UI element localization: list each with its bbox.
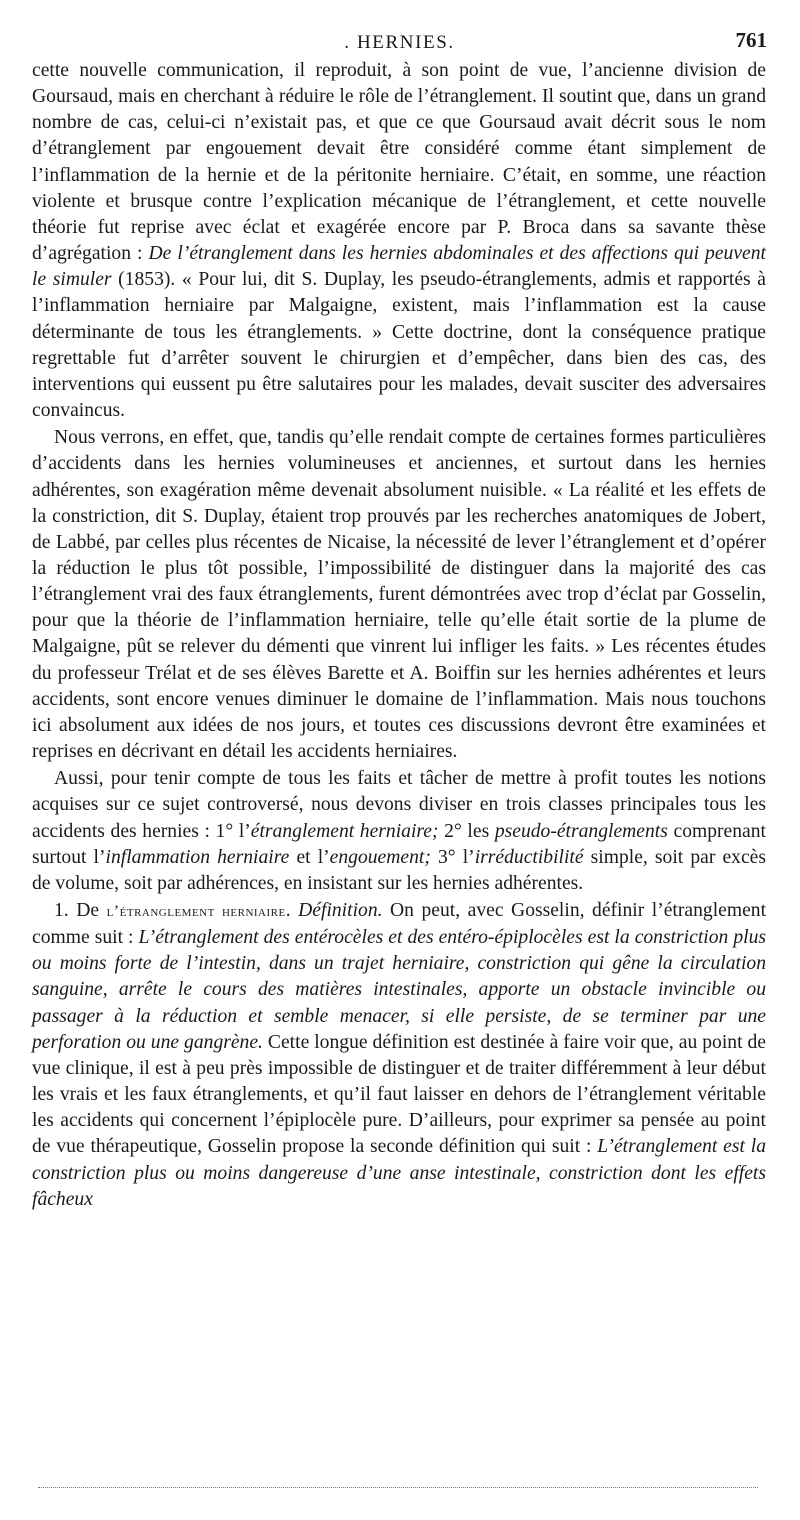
text-run: cette nouvelle communication, il reproduit, à son point de vue, l’ancienne division de Goursaud, mais en cherchant à réduire le rôle de l’étranglement. Il soutint que, dans un grand nombre de cas, celui-ci n’existait pas, et que ce que Goursaud avait décrit sous le nom d’étranglement par engouement devait être considéré comme étant simplement de l’inflammation de la hernie et de la péritonite herniaire. C’était, en somme, une réaction violente et brusque contre l’explication mécanique de l’étranglement, et cette nouvelle théorie fut reprise avec éclat et exagérée encore par P. Broca dans sa savante thèse d’agrégation : [32, 60, 766, 265]
paragraph [32, 58, 766, 424]
text-run: Aussi, pour tenir compte de tous les faits et tâcher de mettre à profit toutes les notions acquises sur ce sujet controversé, nous devons diviser en trois classes principales tous les accidents des hernies : 1° l’ [32, 768, 766, 842]
text-run: 1. De [54, 900, 107, 921]
italic-text-run: Définition. [298, 900, 383, 921]
text-run: simple, soit par excès de volume, soit par adhérences, en insistant sur les hernies adhérentes. [32, 846, 766, 894]
text-run: On peut, avec Gosselin, définir l’étranglement comme suit : [32, 900, 767, 949]
text-run: comprenant surtout l’ [32, 820, 766, 868]
paragraph [32, 425, 766, 765]
paragraph [32, 898, 766, 1213]
italic-text-run: engouement; [329, 846, 431, 868]
text-run: 3° l’ [430, 846, 475, 868]
page-header [32, 28, 767, 60]
italic-text-run: L’étranglement des entérocèles et des entéro-épiplocèles est la constriction plus ou moins forte de l’intestin, dans un trajet herniaire, constriction qui gêne la circulation sanguine, arrête le cours des matières intestinales, apporte un obstacle invincible ou passager à la réduction et semble menacer, si elle persiste, de se terminer par une perforation ou une gangrène. [32, 927, 766, 1053]
page-number: 761 [735, 28, 767, 52]
italic-text-run: L’étranglement est la constriction plus ou moins dangereuse d’une anse intestinale, constriction dont les effets fâcheux [32, 1136, 766, 1210]
text-run: . [285, 900, 299, 921]
body-text [32, 58, 766, 1213]
text-run: Cette longue définition est destinée à faire voir que, au point de vue clinique, il est à peu près impossible de distinguer et de traiter différemment à leur début les vrais et les faux étranglements, et qu’il faut laisser en dehors de l’étranglement véritable les accidents qui concernent l’épiplocèle pure. D’ailleurs, pour exprimer sa pensée au point de vue thérapeutique, Gosselin propose la seconde définition qui suit : [32, 1031, 766, 1158]
running-title: . HERNIES. [344, 32, 455, 53]
italic-text-run: étranglement herniaire; [250, 820, 439, 842]
text-run: Nous verrons, en effet, que, tandis qu’elle rendait compte de certaines formes particulières d’accidents dans les hernies volumineuses et anciennes, et surtout dans les hernies adhérentes, son exagération même devenait absolument nuisible. « La réalité et les effets de la constriction, dit S. Duplay, étaient trop prouvés par les recherches anatomiques de Jobert, de Labbé, par celles plus récentes de Nicaise, la nécessité de lever l’étranglement et d’opérer la réduction le plus tôt possible, l’impossibilité de distinguer dans la majorité des cas l’étranglement vrai des faux étranglements, furent démontrées avec trop d’éclat par Gosselin, pour que la théorie de l’inflammation herniaire, telle qu’elle était sortie de la plume de Malgaigne, pût se relever du démenti que vinrent lui infliger les faits. » Les récentes études du professeur Trélat et de ses élèves Barette et A. Boiffin sur les hernies adhérentes et leurs accidents, sont encore venues diminuer le domaine de l’inflammation. Mais nous touchons ici absolument aux idées de nos jours, et toutes ces discussions devront être examinées et reprises en décrivant en détail les accidents herniaires. [32, 427, 766, 763]
paragraph [32, 766, 766, 897]
italic-text-run: inflammation herniaire [105, 846, 290, 868]
footer-dotted-rule [38, 1487, 758, 1488]
italic-text-run: De l’étranglement dans les hernies abdominales et des affections qui peuvent le simuler [32, 243, 766, 291]
small-caps-heading: l’étranglement herniaire [106, 903, 286, 920]
italic-text-run: pseudo-étranglements [494, 820, 668, 842]
text-run: (1853). « Pour lui, dit S. Duplay, les pseudo-étranglements, admis et rapportés à l’inflammation herniaire par Malgaigne, existent, mais l’inflammation est la cause déterminante de tous les étranglements. » Cette doctrine, dont la conséquence pratique regrettable fut d’arrêter souvent le chirurgien et d’empêcher, dans bien des cas, des interventions qui eussent pu être salutaires pour les malades, devait susciter des adversaires convaincus. [32, 269, 766, 422]
text-run: 2° les [438, 820, 495, 842]
text-run: et l’ [289, 846, 330, 868]
italic-text-run: irréductibilité [474, 846, 584, 868]
